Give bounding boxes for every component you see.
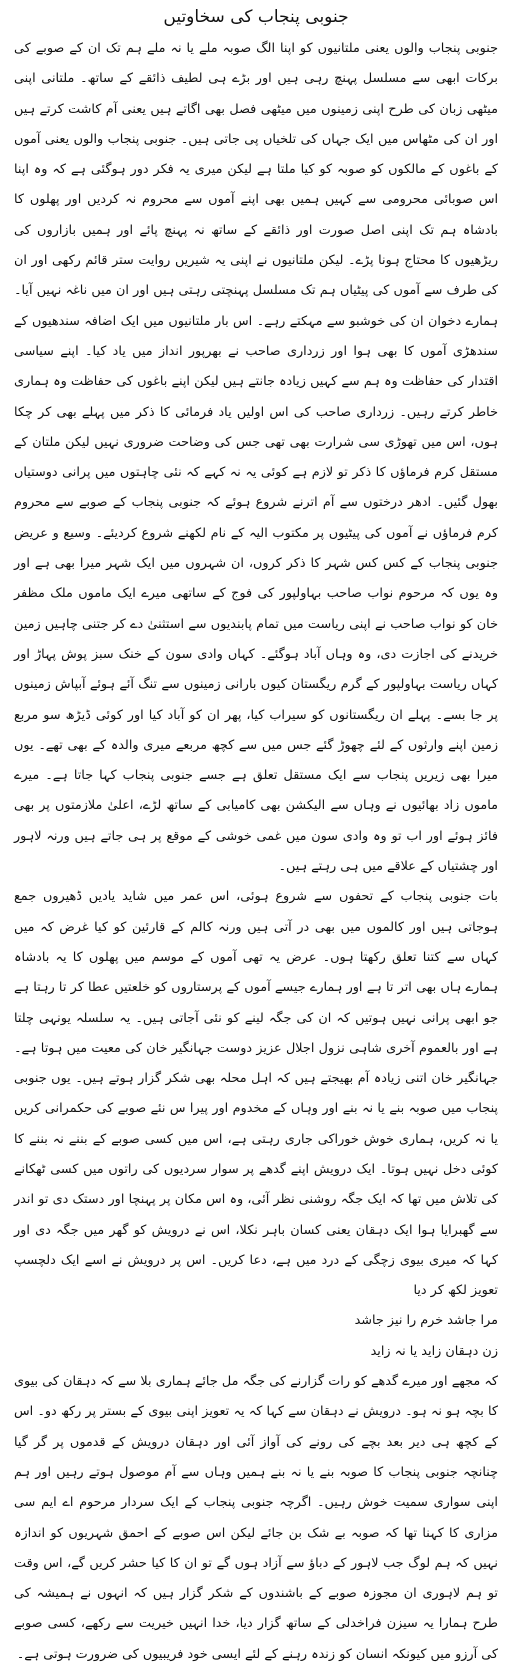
- column-title: جنوبی پنجاب کی سخاوتیں: [163, 7, 349, 27]
- persian-verse-line-2: زن دہقان زاید یا نہ زاید: [370, 1343, 498, 1359]
- closing-paragraph: کہ مجھے اور میرے گدھے کو رات گزارنے کی جگہ مل جائے ہماری بلا سے کہ دہقان کی بیوی کا بچہ ہو نہ ہو۔ درویش نے دہقان سے کہا کہ یہ تعویز اپنی بیوی کے بستر پر رکھ دو۔ اس کے کچھ ہی دیر بعد بچے کی رونے کی آواز آئی اور دہقان درویش کے قدموں پر گر گیا چنانچہ جنوبی پنجاب کا صوبہ بنے یا نہ بنے ہمیں وہاں سے آم موصول ہوتے رہیں اور ہم اپنی سواری سمیت خوش رہیں۔ اگرچہ جنوبی پنجاب کے ایک سردار مرحوم اے ایم سی مزاری کا کہنا تھا کہ صوبہ بے شک بن جائے لیکن اس صوبے کے احمق شہریوں کو اندازہ نہیں کہ ہم لوگ جب لاہور کے دباؤ سے آزاد ہوں گے تو ان کا کیا حشر کریں گے، اس وقت تو ہم لاہوری ان مجوزہ صوبے کے باشندوں کے شکر گزار ہیں کہ انہوں نے ہمیشہ کی طرح ہمارا یہ سیزن فراخدلی کے ساتھ گزار دیا، خدا انہیں خیریت سے رکھے، کسی صوبے کی آرزو میں کیونکہ انسان کو زندہ رہنے کے لئے ایسی خود فریبیوں کی ضرورت ہوتی ہے۔: [14, 1374, 498, 1662]
- body-paragraph-1: جنوبی پنجاب والوں یعنی ملتانیوں کو اپنا الگ صوبہ ملے یا نہ ملے ہم تک ان کے صوبے کی برکات ابھی سے مسلسل پہنچ رہی ہیں اور بڑے ہی لطیف ذائقے کے ساتھ۔ ملتانی اپنی میٹھی زبان کی طرح اپنی زمینوں میں میٹھی فصل بھی اگاتے ہیں یعنی آم کاشت کرتے ہیں اور ان کی مٹھاس میں ایک جہاں کی تلخیاں پی جاتی ہیں۔ جنوبی پنجاب والوں یعنی آموں کے باغوں کے مالکوں کو صوبہ کو کیا ملتا ہے لیکن میری یہ فکر دور ہوگئی ہے کہ وہ اپنا اس صوبائی محرومی سے کہیں ہمیں بھی اپنے آموں سے محروم نہ کردیں اور پھلوں کا بادشاہ ہم تک اپنی اصل صورت اور ذائقے کے ساتھ نہ پہنچ پائے اور ہمیں بازاروں کی ریڑھیوں کا محتاج ہونا پڑے۔ لیکن ملتانیوں نے اپنی یہ شیریں روایت ستر قائم رکھی اور ان کی طرف سے آموں کی پیٹیاں ہم تک مسلسل پہنچتی رہتی ہیں اور ان میں ناغہ نہیں آیا۔ ہمارے دخوان ان کی خوشبو سے مہکتے رہے۔ اس بار ملتانیوں میں ایک اضافہ سندھیوں کے سندھڑی آموں کا بھی ہوا اور زرداری صاحب نے بھرپور انداز میں یاد کیا۔ اپنے سیاسی اقتدار کی حفاظت وہ ہم سے کہیں زیادہ جانتے ہیں لیکن اپنے باغوں کی حفاظت وہ ہماری خاطر کرتے رہیں۔ زرداری صاحب کی اس اولیں یاد فرمائی کا ذکر میں پہلے بھی کر چکا ہوں، اس میں تھوڑی سی شرارت بھی تھی جس کی وضاحت ضروری نہیں لیکن ملتان کے مستقل کرم فرماؤں کا ذکر تو لازم ہے کوئی یہ نہ کہے کہ نئی چاہتوں میں پرانی دوستیاں بھول گئیں۔ ادھر درختوں سے آم اترنے شروع ہوئے کہ جنوبی پنجاب کے صوبے سے محروم کرم فرماؤں نے آموں کی پیٹیوں پر مکتوب الیہ کے نام لکھنے شروع کردیئے۔ وسیع و عریض جنوبی پنجاب کے کس کس شہر کا ذکر کروں، ان شہروں میں ایک شہر میرا بھی ہے اور وہ یوں کہ مرحوم نواب صاحب بہاولپور کی فوج کے ساتھی میرے ایک ماموں ملک مظفر خان کو نواب صاحب نے اپنی ریاست میں تمام پابندیوں سے استثنیٰ دے کر جتنی چاہیں زمین خریدنے کی اجازت دی، وہ وہاں آباد ہوگئے۔ کہاں وادی سون کے خنک سبز پوش پہاڑ اور کہاں ریاست بہاولپور کے گرم ریگستان کیوں بارانی زمینوں سے تنگ آئے ہوئے آبپاش زمینوں پر جا بسے۔ پہلے ان ریگستانوں کو سیراب کیا، پھر ان کو آباد کیا اور کوئی ڈیڑھ سو مربع زمین اپنے وارثوں کے لئے چھوڑ گئے جس میں سے کچھ مربعے میری والدہ کے بھی تھے۔ یوں میرا بھی زیریں پنجاب سے ایک مستقل تعلق ہے جسے جنوبی پنجاب کہا جاتا ہے۔ میرے ماموں زاد بھائیوں نے وہاں سے الیکشن بھی کامیابی کے ساتھ لڑے، اعلیٰ ملازمتوں پر بھی فائز ہوئے اور اب تو وہ وادی سون میں غمی خوشی کے موقع پر ہی جاتے ہیں ورنہ لاہور اور چشتیاں کے علاقے میں ہی رہتے ہیں۔: [14, 41, 498, 875]
- body-paragraph-2: بات جنوبی پنجاب کے تحفوں سے شروع ہوئی، اس عمر میں شاید یادیں ڈھیروں جمع ہوجاتی ہیں اور کالموں میں بھی در آتی ہیں ورنہ کالم کے قارئین کو کیا غرض کہ میں کہاں سے کتنا تعلق رکھتا ہوں۔ عرض یہ تھی آموں کے موسم میں پھلوں کا یہ بادشاہ ہمارے ہاں بھی اتر تا ہے اور ہمارے جیسے آموں کے پرستاروں کو خلعتیں عطا کر تا رہتا ہے جو ابھی پرانی نہیں ہوتیں کہ ان کی جگہ لینے کو نئی آجاتی ہیں۔ یہ سلسلہ یونہی چلتا ہے اور بالعموم آخری شاہی نزول اجلال عزیز دوست جہانگیر خان کی معیت میں ہوتا ہے۔ جہانگیر خان اتنی زیادہ آم بھیجتے ہیں کہ اہل محلہ بھی شکر گزار ہوتے ہیں۔ یوں جنوبی پنجاب میں صوبہ بنے یا نہ بنے اور وہاں کے مخدوم اور پیرا س نئے صوبے کی حکمرانی کریں یا نہ کریں، ہماری خوش خوراکی جاری رہتی ہے، اس میں کسی صوبے کے بننے نہ بننے کا کوئی دخل نہیں ہوتا۔ ایک درویش اپنے گدھے پر سوار سردیوں کی راتوں میں کسی ٹھکانے کی تلاش میں تھا کہ ایک جگہ روشنی نظر آئی، وہ اس مکان پر پہنچا اور دستک دی تو اندر سے گھبرایا ہوا ایک دہقان یعنی کسان باہر نکلا، اس نے درویش کو گھر میں جگہ دی اور کہا کہ میری بیوی زچگی کے درد میں ہے، دعا کریں۔ اس پر درویش نے اسے ایک دلچسپ تعویز لکھ کر دیا: [14, 889, 498, 1299]
- persian-verse: مرا جاشد خرم را نیز جاشد: [354, 1313, 498, 1329]
